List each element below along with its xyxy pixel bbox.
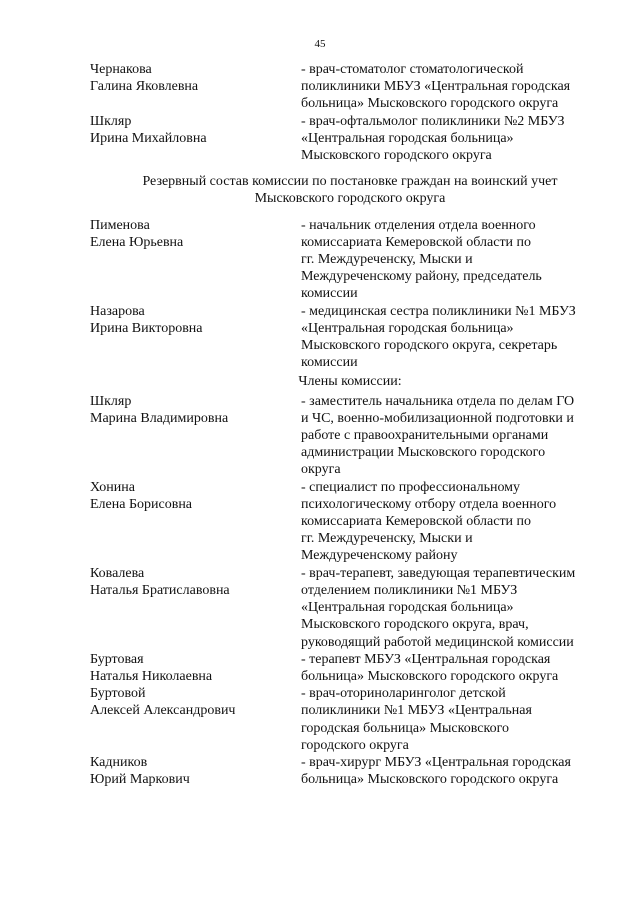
role-line: - врач-оториноларинголог детской	[301, 686, 506, 702]
member-role	[301, 651, 610, 685]
role-line: «Центральная городская больница»	[301, 130, 514, 146]
member-surname: Пименова	[90, 217, 150, 233]
member-given-names: Галина Яковлевна	[90, 79, 199, 95]
member-given-names: Алексей Александрович	[90, 703, 236, 719]
member-name	[90, 61, 301, 113]
member-name	[90, 303, 301, 372]
role-line: отделением поликлиники №1 МБУЗ	[301, 582, 518, 598]
role-line: поликлиники №1 МБУЗ «Центральная	[301, 703, 532, 719]
chairperson-entry	[90, 217, 610, 303]
role-line: работе с правоохранительными органами	[301, 428, 549, 444]
member-role	[301, 217, 610, 303]
member-given-names: Наталья Братиславовна	[90, 582, 230, 598]
member-surname: Ковалева	[90, 565, 145, 581]
member-entry	[90, 685, 610, 754]
role-line: «Центральная городская больница»	[301, 600, 514, 616]
page-number: 45	[314, 38, 326, 50]
role-line: больница» Мысковского городского округа	[301, 668, 559, 684]
member-name	[90, 651, 301, 685]
role-line: комиссии	[301, 355, 358, 371]
member-surname: Кадников	[90, 754, 148, 770]
member-role	[301, 565, 610, 651]
role-line: - терапевт МБУЗ «Центральная городская	[301, 651, 551, 667]
role-line: городского округа	[301, 737, 409, 753]
member-entry	[90, 479, 610, 565]
member-given-names: Юрий Маркович	[90, 772, 190, 788]
role-line: - врач-стоматолог стоматологической	[301, 62, 524, 77]
role-line: городская больница» Мысковского	[301, 720, 509, 736]
heading-line: Мысковского городского округа	[254, 191, 446, 207]
member-role	[301, 61, 610, 113]
role-line: округа	[301, 462, 341, 478]
member-entry	[90, 651, 610, 685]
member-surname: Буртовой	[90, 686, 146, 702]
role-line: Мысковского городского округа, секретарь	[301, 338, 558, 354]
member-given-names: Елена Юрьевна	[90, 234, 184, 250]
member-name	[90, 479, 301, 565]
role-line: поликлиники МБУЗ «Центральная городская	[301, 79, 571, 95]
member-given-names: Ирина Михайловна	[90, 130, 207, 146]
member-name	[90, 217, 301, 303]
role-line: психологическому отбору отдела военного	[301, 496, 557, 512]
member-surname: Назарова	[90, 303, 145, 319]
member-surname: Шкляр	[90, 113, 132, 129]
member-entry	[90, 565, 610, 651]
role-line: - врач-офтальмолог поликлиники №2 МБУЗ	[301, 113, 565, 129]
role-line: - начальник отделения отдела военного	[301, 217, 536, 233]
member-given-names: Ирина Викторовна	[90, 320, 203, 336]
role-line: - врач-терапевт, заведующая терапевтическим	[301, 565, 576, 581]
role-line: комиссариата Кемеровской области по	[301, 234, 532, 250]
role-line: гг. Междуреченску, Мыски и	[301, 531, 473, 547]
role-line: администрации Мысковского городского	[301, 445, 546, 461]
role-line: руководящий работой медицинской комиссии	[301, 634, 574, 650]
role-line: - специалист по профессиональному	[301, 479, 521, 495]
role-line: Междуреченскому району, председатель	[301, 269, 542, 285]
member-given-names: Наталья Николаевна	[90, 668, 213, 684]
member-role	[301, 303, 610, 372]
role-line: - медицинская сестра поликлиники №1 МБУЗ	[301, 303, 576, 319]
role-line: - заместитель начальника отдела по делам ГО	[301, 393, 575, 409]
role-line: комиссариата Кемеровской области по	[301, 514, 532, 530]
member-entry	[90, 754, 610, 788]
role-line: гг. Междуреченску, Мыски и	[301, 252, 473, 268]
member-entry	[90, 393, 610, 479]
members-heading: Члены комиссии:	[298, 374, 402, 390]
heading-line: Резервный состав комиссии по постановке граждан на воинский учет	[142, 174, 558, 190]
role-line: больница» Мысковского городского округа	[301, 772, 559, 788]
role-line: и ЧС, военно-мобилизационной подготовки и	[301, 410, 574, 426]
role-line: Мысковского городского округа, врач,	[301, 617, 529, 633]
member-role	[301, 754, 610, 788]
secretary-entry	[90, 303, 610, 372]
member-given-names: Марина Владимировна	[90, 410, 229, 426]
member-name	[90, 754, 301, 788]
commission-list	[90, 61, 610, 788]
role-line: Междуреченскому району	[301, 548, 458, 564]
role-line: больница» Мысковского городского округа	[301, 96, 559, 112]
member-name	[90, 685, 301, 754]
member-role	[301, 113, 610, 165]
member-surname: Хонина	[90, 479, 135, 495]
member-entry	[90, 61, 610, 113]
member-entry	[90, 113, 610, 165]
member-surname: Шкляр	[90, 393, 132, 409]
member-surname: Буртовая	[90, 651, 144, 667]
reserve-section-heading	[90, 173, 610, 207]
member-name	[90, 113, 301, 165]
member-role	[301, 479, 610, 565]
member-given-names: Елена Борисовна	[90, 496, 193, 512]
role-line: «Центральная городская больница»	[301, 320, 514, 336]
role-line: Мысковского городского округа	[301, 148, 492, 164]
member-surname: Чернакова	[90, 62, 152, 77]
role-line: - врач-хирург МБУЗ «Центральная городская	[301, 754, 571, 770]
member-role	[301, 393, 610, 479]
member-role	[301, 685, 610, 754]
role-line: комиссии	[301, 286, 358, 302]
member-name	[90, 565, 301, 651]
member-name	[90, 393, 301, 479]
